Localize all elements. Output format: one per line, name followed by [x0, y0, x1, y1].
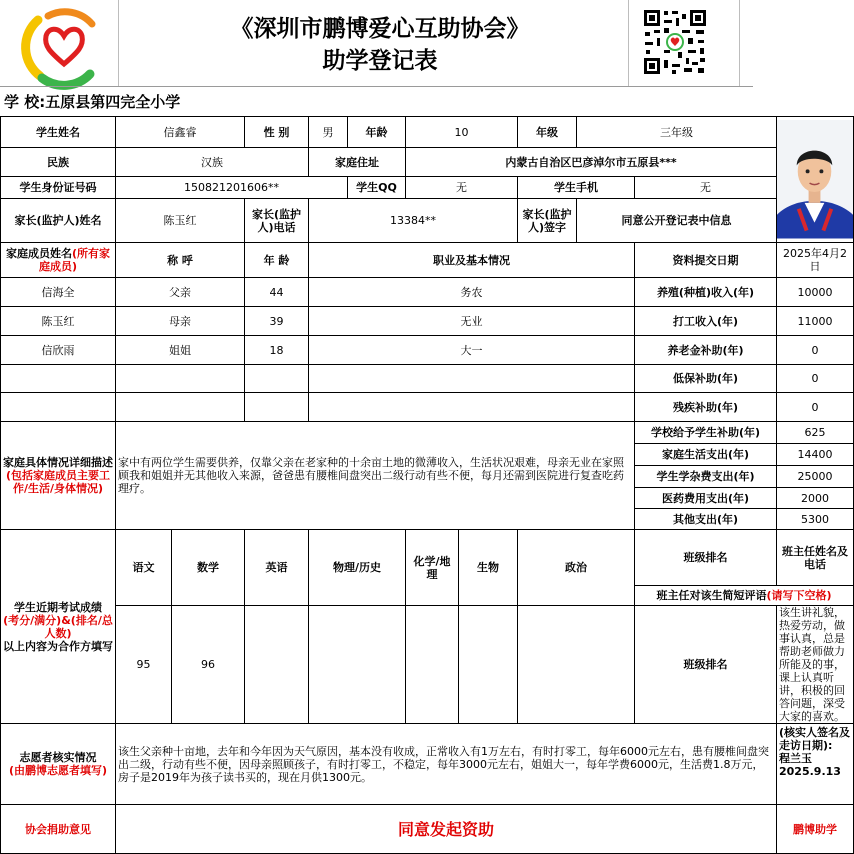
- teacher-comment-label-note: (请写下空格): [766, 589, 832, 602]
- finance-value: 14400: [777, 444, 854, 466]
- finance-value: 10000: [777, 278, 854, 307]
- score-value: [406, 606, 459, 724]
- grade-value: 三年级: [577, 117, 777, 148]
- finance-value: 0: [777, 365, 854, 393]
- exam-label-note: (考分/满分)&(排名/总人数): [3, 613, 113, 640]
- member-relation: 母亲: [116, 307, 245, 336]
- member-occupation: 务农: [309, 278, 635, 307]
- finance-label: 养殖(种植)收入(年): [635, 278, 777, 307]
- header-divider: [118, 0, 119, 86]
- ethnicity-value: 汉族: [116, 148, 309, 177]
- members-label: [1, 243, 116, 278]
- situation-text: 家中有两位学生需要供养，仅靠父亲在老家种的十余亩土地的微薄收入，生活状况艰难，母亲无业在家照顾我和姐姐并无其他收入来源，爸爸患有腰椎间盘突出二级行动有些不便，每月还需到医院进行复查吃药理疗。: [116, 422, 635, 530]
- ethnicity-label: 民族: [1, 148, 116, 177]
- finance-label: 打工收入(年): [635, 307, 777, 336]
- situation-label-text: 家庭具体情况详细描述: [3, 456, 113, 469]
- exam-label: [1, 530, 116, 724]
- member-age: 39: [245, 307, 309, 336]
- score-value: [245, 606, 309, 724]
- submit-date-value: 2025年4月2日: [777, 243, 854, 278]
- finance-value: 0: [777, 336, 854, 365]
- verify-text: 该生父亲种十亩地，去年和今年因为天气原因，基本没有收成，正常收入有1万左右，有时打零工，每年6000元左右，患有腰椎间盘突出二级，行动有些不便，因母亲照顾孩子，有时打零工，不稳定，每年3000元左右，姐姐大一，每年学费6000元，生活费1.8万元，房子是2019年为孩子读书买的，现在月供1300元。: [116, 724, 777, 805]
- grade-label: 年级: [518, 117, 577, 148]
- finance-value: 25000: [777, 466, 854, 488]
- relation-header: 称 呼: [116, 243, 245, 278]
- id-number-value: 150821201606**: [116, 177, 348, 199]
- member-occupation: 大一: [309, 336, 635, 365]
- exam-label-footnote: 以上内容为合作方填写: [3, 639, 113, 653]
- brand-label: 鹏博助学: [777, 805, 854, 854]
- student-name-label: 学生姓名: [1, 117, 116, 148]
- finance-label: 残疾补助(年): [635, 393, 777, 422]
- school-label: 学 校:: [4, 93, 46, 111]
- qq-label: 学生QQ: [348, 177, 406, 199]
- member-name: 信海全: [1, 278, 116, 307]
- member-age-empty: [245, 393, 309, 422]
- finance-label: 其他支出(年): [635, 509, 777, 530]
- address-value: 内蒙古自治区巴彦淖尔市五原县***: [406, 148, 777, 177]
- gender-value: 男: [309, 117, 348, 148]
- exam-label-text: 学生近期考试成绩: [14, 600, 102, 614]
- finance-label: 学校给予学生补助(年): [635, 422, 777, 444]
- qr-code-icon: [642, 8, 708, 76]
- verify-label-text: 志愿者核实情况: [19, 751, 97, 764]
- submit-date-label: 资料提交日期: [635, 243, 777, 278]
- member-name: 陈玉红: [1, 307, 116, 336]
- age-value: 10: [406, 117, 518, 148]
- guardian-name-label: 家长(监护人)姓名: [1, 199, 116, 243]
- situation-label-note: (包括家庭成员主要工作/生活/身体情况): [5, 469, 111, 495]
- registration-form: [0, 116, 854, 854]
- member-occupation-empty: [309, 393, 635, 422]
- finance-value: 625: [777, 422, 854, 444]
- member-age-header: 年 龄: [245, 243, 309, 278]
- rank-label: 班级排名: [635, 606, 777, 724]
- address-label: 家庭住址: [309, 148, 406, 177]
- subject-header: 化学/地理: [406, 530, 459, 606]
- member-occupation-empty: [309, 365, 635, 393]
- subject-header: 语文: [116, 530, 172, 606]
- score-value: [518, 606, 635, 724]
- consent-label: 同意公开登记表中信息: [577, 199, 777, 243]
- member-name-empty: [1, 393, 116, 422]
- member-name-empty: [1, 365, 116, 393]
- student-name-value: 信鑫睿: [116, 117, 245, 148]
- rank-label: 班级排名: [635, 530, 777, 586]
- teacher-comment-label-text: 班主任对该生简短评语: [656, 589, 767, 602]
- subject-header: 物理/历史: [309, 530, 406, 606]
- phone-value: 无: [635, 177, 777, 199]
- member-relation-empty: [116, 393, 245, 422]
- verifier-sign: [777, 724, 854, 805]
- members-label-note: (所有家庭成员): [38, 247, 111, 273]
- verify-label: [1, 724, 116, 805]
- score-value: 96: [172, 606, 245, 724]
- verify-sign-label: (核实人签名及走访日期):: [779, 726, 851, 752]
- decision-text: 同意发起资助: [116, 805, 777, 854]
- teacher-comment-label: [635, 586, 854, 606]
- heart-logo-icon: [20, 6, 108, 84]
- guardian-sign-label: 家长(监护人)签字: [518, 199, 577, 243]
- form-title: 《深圳市鹏博爱心互助协会》: [230, 15, 530, 42]
- phone-label: 学生手机: [518, 177, 635, 199]
- guardian-phone-label: 家长(监护人)电话: [245, 199, 309, 243]
- header-divider: [739, 0, 740, 86]
- member-relation: 姐姐: [116, 336, 245, 365]
- header-separator: [0, 86, 753, 87]
- gender-label: 性 别: [245, 117, 309, 148]
- subject-header: 英语: [245, 530, 309, 606]
- finance-value: 0: [777, 393, 854, 422]
- member-relation: 父亲: [116, 278, 245, 307]
- finance-label: 低保补助(年): [635, 365, 777, 393]
- teacher-comment-text: 该生讲礼貌，热爱劳动，做事认真，总是帮助老师做力所能及的事，课上认真听讲，积极的回答问题，深受大家的喜欢。: [777, 606, 854, 724]
- score-value: [459, 606, 518, 724]
- finance-value: 11000: [777, 307, 854, 336]
- student-photo: [777, 117, 854, 243]
- member-relation-empty: [116, 365, 245, 393]
- school-line: [4, 91, 180, 112]
- finance-label: 养老金补助(年): [635, 336, 777, 365]
- qq-value: 无: [406, 177, 518, 199]
- score-value: [309, 606, 406, 724]
- finance-label: 医药费用支出(年): [635, 488, 777, 509]
- verifier-name: 程兰玉: [779, 752, 812, 765]
- guardian-name-value: 陈玉红: [116, 199, 245, 243]
- member-age: 44: [245, 278, 309, 307]
- finance-label: 家庭生活支出(年): [635, 444, 777, 466]
- subject-header: 生物: [459, 530, 518, 606]
- teacher-label: 班主任姓名及电话: [777, 530, 854, 586]
- finance-value: 2000: [777, 488, 854, 509]
- member-age-empty: [245, 365, 309, 393]
- id-number-label: 学生身份证号码: [1, 177, 116, 199]
- situation-label: [1, 422, 116, 530]
- subject-header: 政治: [518, 530, 635, 606]
- form-subtitle: 助学登记表: [322, 47, 438, 74]
- occupation-header: 职业及基本情况: [309, 243, 635, 278]
- verify-label-note: (由鹏博志愿者填写): [8, 764, 108, 777]
- verifier-date: 2025.9.13: [779, 765, 841, 778]
- finance-label: 学生学杂费支出(年): [635, 466, 777, 488]
- guardian-phone-value: 13384**: [309, 199, 518, 243]
- score-value: 95: [116, 606, 172, 724]
- member-name: 信欣雨: [1, 336, 116, 365]
- member-occupation: 无业: [309, 307, 635, 336]
- school-name: 五原县第四完全小学: [45, 93, 181, 111]
- member-age: 18: [245, 336, 309, 365]
- subject-header: 数学: [172, 530, 245, 606]
- opinion-label: 协会捐助意见: [1, 805, 116, 854]
- finance-value: 5300: [777, 509, 854, 530]
- age-label: 年龄: [348, 117, 406, 148]
- members-label-text: 家庭成员姓名: [5, 247, 72, 260]
- header-divider: [628, 0, 629, 86]
